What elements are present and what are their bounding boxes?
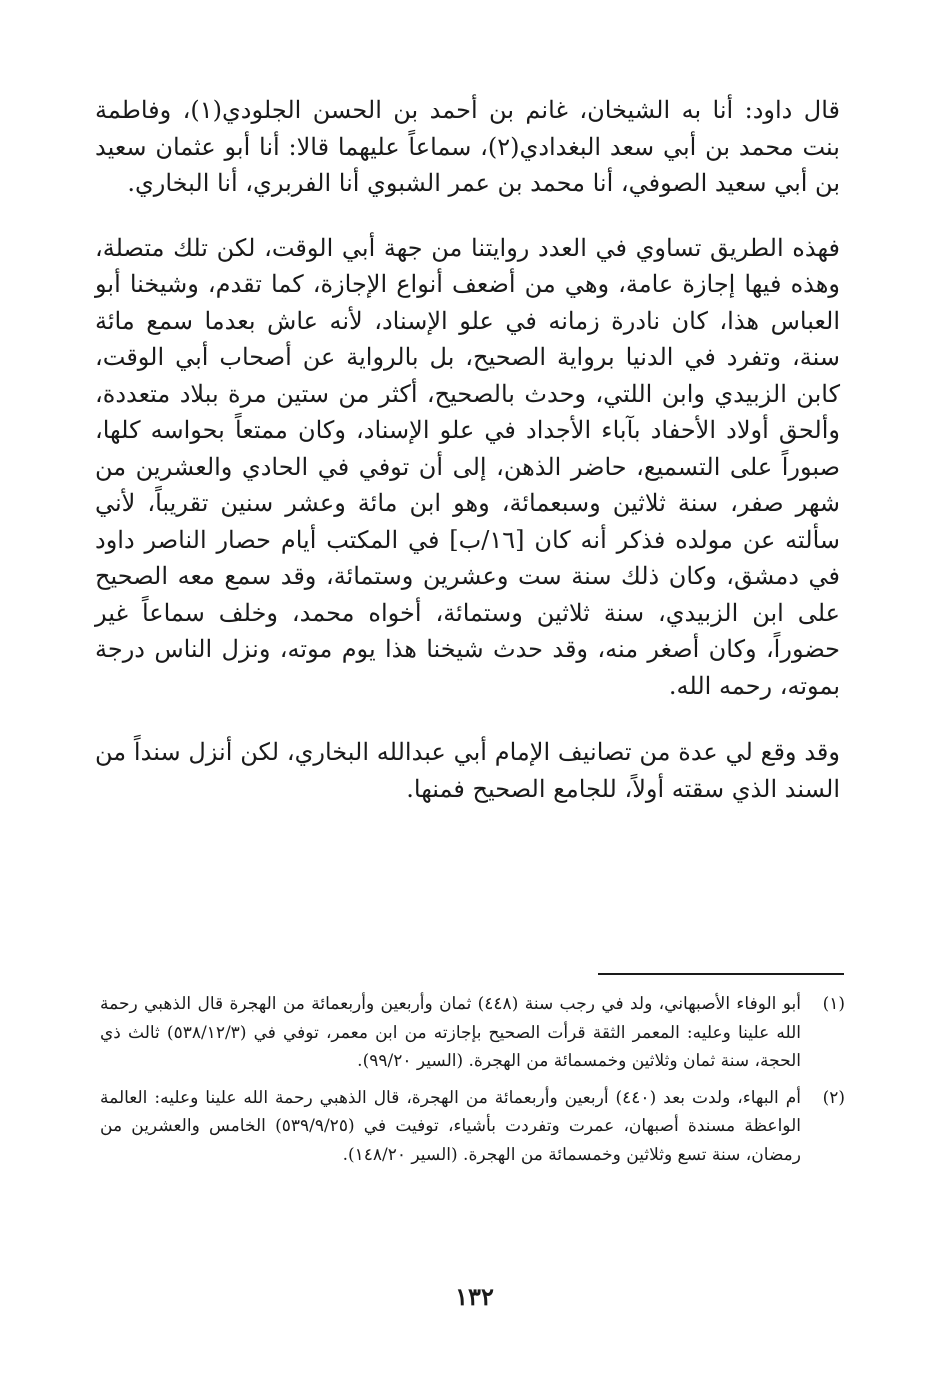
- footnote-number: (٢): [822, 1087, 845, 1108]
- paragraph-1: قال داود: أنا به الشيخان، غانم بن أحمد بن الحسن الجلودي(١)، وفاطمة بنت محمد بن أبي سعد البغدادي(٢)، سماعاً عليهما قالا: أنا أبو عثمان سعيد بن أبي سعيد الصوفي، أنا محمد بن عمر الشبوي أنا الفربري، أنا البخاري.: [95, 96, 840, 197]
- footnote-2: [100, 1084, 845, 1170]
- footnote-1: [100, 990, 845, 1076]
- footnote-text: أم البهاء، ولدت بعد (٤٤٠) أربعين وأربعمائة من الهجرة، قال الذهبي رحمة الله علينا وعليه: العالمة الواعظة مسندة أصبهان، عمرت وتفردت بأشياء، توفيت في (٥٣٩/٩/٢٥) الخامس والعشرين من رمضان، سنة تسع وثلاثين وخمسمائة من الهجرة. (السير ١٤٨/٢٠).: [100, 1087, 801, 1165]
- paragraph-2: فهذه الطريق تساوي في العدد روايتنا من جهة أبي الوقت، لكن تلك متصلة، وهذه فيها إجازة عامة، وهي من أضعف أنواع الإجازة، كما تقدم، وشيخنا أبو العباس هذا، كان نادرة زمانه في علو الإسناد، لأنه عاش بعدما سمع مائة سنة، وتفرد في الدنيا برواية الصحيح، بل بالرواية عن أصحاب أبي الوقت، كابن الزبيدي وابن اللتي، وحدث بالصحيح، أكثر من ستين مرة ببلاد متعددة، وألحق أولاد الأحفاد بآباء الأجداد في علو الإسناد، وكان ممتعاً بحواسه كلها، صبوراً على التسميع، حاضر الذهن، إلى أن توفي في الحادي والعشرين من شهر صفر، سنة ثلاثين وسبعمائة، وهو ابن مائة وعشر سنين تقريباً، لأني سألته عن مولده فذكر أنه كان [١٦/ب] في المكتب أيام حصار الناصر داود في دمشق، وكان ذلك سنة ست وعشرين وستمائة، وقد سمع معه الصحيح على ابن الزبيدي، سنة ثلاثين وستمائة، أخواه محمد، وخلف سماعاً غير حضوراً، وكان أصغر منه، وقد حدث شيخنا هذا يوم موته، ونزل الناس درجة بموته، رحمه الله.: [95, 233, 841, 700]
- footnote-text: أبو الوفاء الأصبهاني، ولد في رجب سنة (٤٤٨) ثمان وأربعين وأربعمائة من الهجرة قال الذهبي رحمة الله علينا وعليه: المعمر الثقة قرأت الصحيح بإجازته من ابن معمر، توفي في (٥٣٨/١٢/٣) ثالث ذي الحجة، سنة ثمان وثلاثين وخمسمائة من الهجرة. (السير ٩٩/٢٠).: [100, 994, 801, 1071]
- page-number: ١٣٢: [455, 1282, 494, 1311]
- footnote-number: (١): [822, 994, 845, 1014]
- footnotes: [100, 990, 845, 1177]
- footnote-separator: [598, 973, 844, 975]
- paragraph-3: وقد وقع لي عدة من تصانيف الإمام أبي عبدالله البخاري، لكن أنزل سنداً من السند الذي سقته أولاً، للجامع الصحيح فمنها.: [95, 738, 840, 803]
- page-body: [95, 92, 840, 807]
